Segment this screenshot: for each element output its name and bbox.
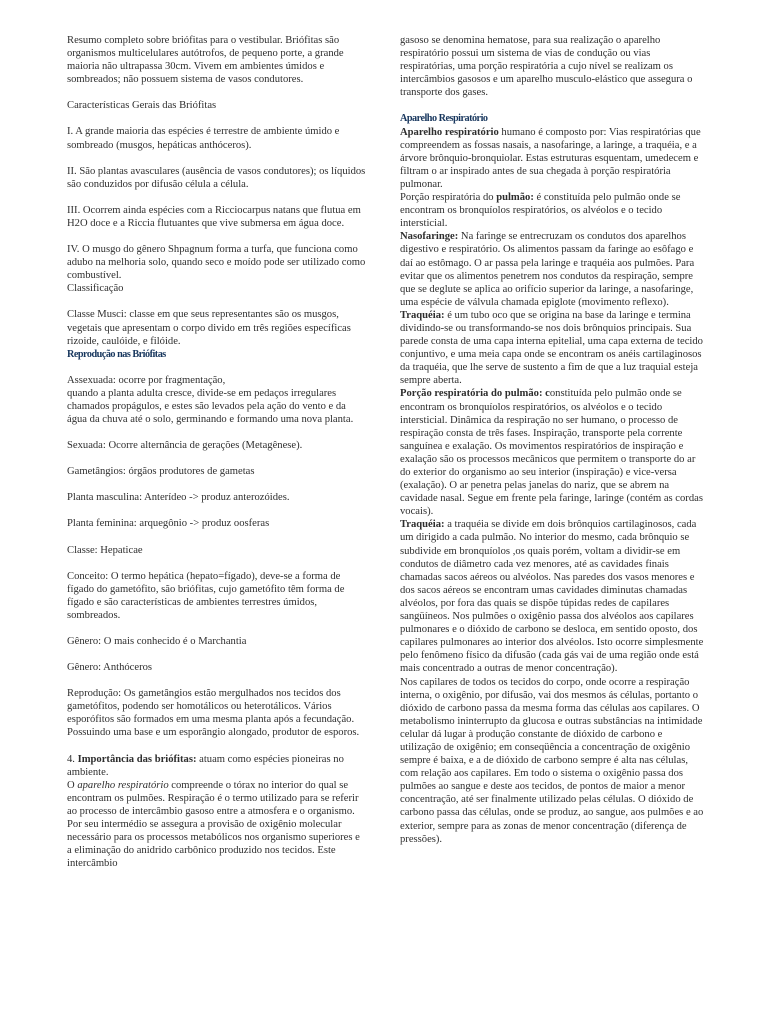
importancia-paragraph	[67, 753, 367, 779]
porcao-paragraph	[400, 191, 706, 230]
aparelho-label: Aparelho respiratório	[400, 126, 499, 138]
nasofaringe-label: Nasofaringe:	[400, 231, 459, 243]
assexuada-paragraph: Assexuada: ocorre por fragmentação, quando a planta adulta cresce, divide-se em pedaços irregulares chamados propágulos, e estes são levados pela ação do vento e da água da chuva até o solo, germinando e formando uma nova planta.	[67, 374, 354, 426]
list-item: I. A grande maioria das espécies é terrestre de ambiente úmido e sombreado (musgos, hepáticas anthóceros).	[67, 126, 340, 151]
planta-feminina-paragraph: Planta feminina: arquegônio -> produz oosferas	[67, 518, 270, 530]
nasofaringe-paragraph	[400, 230, 706, 309]
list-item: II. São plantas avasculares (ausência de vasos condutores); os líquidos são conduzidos por difusão célula a célula.	[67, 165, 366, 190]
left-column	[67, 34, 367, 870]
conceito-paragraph: Conceito: O termo hepática (hepato=fígado), deve-se a forma de fígado do gametófito, são briófitas, cujo gametófito têm forma de fígado e são características de ambientes terrestres úmidos, sombreados.	[67, 570, 345, 621]
gametangios-paragraph: Gametângios: órgãos produtores de gametas	[67, 466, 255, 478]
aparelho-intro-paragraph	[67, 779, 367, 871]
traqueia-bronquios-paragraph	[400, 518, 706, 675]
sexuada-paragraph: Sexuada: Ocorre alternância de gerações (Metagênese).	[67, 440, 303, 452]
reproducao-paragraph: Reprodução: Os gametângios estão mergulhados nos tecidos dos gametófitos, podendo ser homotálicos ou heterotálicos. Vários esporófitos são formados em uma mesma planta após a fecundação. Possuindo uma base e um esporângio alongado, produtor de esporos.	[67, 688, 360, 739]
importancia-label: Importância das briófitas:	[77, 753, 197, 765]
importancia-number: 4.	[67, 753, 78, 765]
porcao-label: pulmão:	[496, 192, 534, 204]
aparelho-intro-text: compreende o tórax no interior do qual se encontram os pulmões. Respiração é o termo utilizado para se referir ao processo de intercâmbio gasoso entre a atmosfera e o organismo. Por seu intermédio se assegura a provisão de oxigênio molecular necessário para os processos metabólicos nos organismo superiores e a eliminação do anidrido carbônico produzido nos tecidos. Este intercâmbio	[67, 779, 360, 870]
heading-reproducao: Reprodução nas Briófitas	[67, 348, 166, 360]
aparelho-intro-prefix: O	[67, 779, 78, 791]
traqueia-bronquios-text: a traquéia se divide em dois brônquios cartilaginosos, cada um dirigido a cada pulmão. No interior do mesmo, cada brônquio se subdivide em bronquíolos ,os quais porém, voltam a dividir-se em condutos de diâmetro cada vez menores, até as cavidades finais chamadas sacos aéreos ou alvéolos. Nas paredes dos vasos menores e dos sacos aéreos se encontram umas cavidades diminutas chamadas alvéolos, por fora das quais se dispõe túpidas redes de capilares sangüíneos. Nos pulmões o oxigênio passa dos alvéolos aos capilares pulmonares e o dióxido de carbono se desloca, em sentido oposto, dos capilares pulmonares ao interior dos alvéolos. Isto ocorre simplesmente pelo fenômeno físico da difusão (cada gás vai de uma região onde está mais concentrado a outras de menor concentração).	[400, 519, 704, 675]
porcao-prefix: Porção respiratória do	[400, 192, 497, 204]
heading-aparelho-respiratorio: Aparelho Respiratório	[400, 113, 488, 125]
porcao-pulmao-text: onstituída pelo pulmão onde se encontram os bronquíolos respiratórios, os alvéolos e o tecido intersticial. Dinâmica da respiração no ser humano, o processo de respiração consta de três fases. Inspiração, transporte pela corrente sanguínea e exalação. Os movimentos respiratórios de inspiração e exalação são os processos mecânicos que permitem o transporte do ar do exterior do organismo ao seu interior (inspiração) e vice-versa (exalação). O ar penetra pelas janelas do nariz, que se abrem na cavidade nasal. Segue em frente pela faringe, laringe (contém as cordas vocais).	[400, 388, 703, 518]
importancia-text: atuam como espécies pioneiras no ambiente.	[67, 753, 344, 778]
section-title-classificacao: Classificação	[67, 283, 124, 295]
traqueia-bronquios-label: Traquéia:	[400, 519, 445, 531]
classe-musci-paragraph: Classe Musci: classe em que seus representantes são os musgos, vegetais que apresentam o corpo divido em três regiões específicas rizoide, caulóide, e filóide.	[67, 309, 351, 347]
planta-masculina-paragraph: Planta masculina: Anterídeo -> produz anterozóides.	[67, 492, 290, 504]
capilares-paragraph: Nos capilares de todos os tecidos do corpo, onde ocorre a respiração interna, o oxigênio, por difusão, vai dos mesmos ás células, portanto o dióxido de carbono passa da mesma forma das células aos capilares. O metabolismo ininterrupto da glucosa e outras substâncias na intimidade celular dá lugar à produção constante de dióxido de carbono e utilização de oxigênio; em conseqüência a concentração de oxigênio sempre é baixa, e a de dióxido de carbono sempre é alta nas células, com relação aos capilares. Em todo o sistema o oxigênio passa dos pulmões ao sangue e deste aos tecidos, de pontos de maior a menor concentração, até ser finalmente utilizado pelas células. O dióxido de carbono passa das células, onde se produz, ao sangue, aos pulmões e ao exterior, sempre para as zonas de menor concentração (diferença de pressões).	[400, 676, 704, 845]
porcao-pulmao-label: Porção respiratória do pulmão: c	[400, 388, 550, 400]
traqueia-label: Traquéia:	[400, 309, 445, 321]
list-item: III. Ocorrem ainda espécies com a Ricciocarpus natans que flutua em H2O doce e a Riccia flutuantes que vive submersa em água doce.	[67, 204, 361, 229]
intro-paragraph: Resumo completo sobre briófitas para o vestibular. Briófitas são organismos multicelulares autótrofos, de pequeno porte, a grande maioria não ultrapassa 30cm. Vivem em ambientes úmidos e sombreados; não possuem sistema de vasos condutores.	[67, 35, 344, 86]
traqueia-paragraph	[400, 309, 706, 388]
aparelho-text: humano é composto por: Vias respiratórias que compreendem as fossas nasais, a nasofaringe, a laringe, a traquéia, e a árvore brônquio-bronquiolar. Estas estruturas esquentam, umedecem e filtram o ar inspirado antes de sua chegada à porção respiratória pulmonar.	[400, 126, 701, 190]
aparelho-paragraph	[400, 126, 706, 191]
genero-marchantia-paragraph: Gênero: O mais conhecido é o Marchantia	[67, 636, 247, 647]
porcao-pulmao-paragraph	[400, 387, 706, 518]
section-title-caracteristicas: Características Gerais das Briófitas	[67, 100, 217, 112]
traqueia-text: é um tubo oco que se origina na base da laringe e termina dividindo-se ou transformando-se nos dois brônquios principais. Sua parede consta de uma capa interna epitelial, uma capa externa de tecido conjuntivo, e uma meia capa onde se encontram os anéis cartilaginosos da traquéia, que lhe serve de sustento a fim de que a luz traquial esteja sempre aberta.	[400, 309, 703, 387]
genero-anthoceros-paragraph: Gênero: Anthóceros	[67, 662, 153, 674]
right-column	[400, 34, 706, 846]
continuation-paragraph: gasoso se denomina hematose, para sua realização o aparelho respiratório possui um sistema de vias de condução ou vias respiratórias, uma porção respiratória a cujo nível se realizam os intercâmbios gasosos e um aparelho musculo-elástico que assegura o transporte dos gases.	[400, 35, 693, 99]
nasofaringe-text: Na faringe se entrecruzam os condutos dos aparelhos digestivo e respiratório. Os alimentos passam da faringe ao esôfago e daí ao estômago. O ar passa pela laringe e traquéia aos pulmões. Para evitar que os alimentos penetrem nos condutos da respiração, sempre que se deglute se aplica ao orifício superior da laringe, a nasofaringe, uma espécie de válvula chamada epiglote (movimento reflexo).	[400, 231, 695, 308]
list-item: IV. O musgo do gênero Shpagnum forma a turfa, que funciona como adubo na melhoria solo, quando seco e moído pode ser utilizado como combustível.	[67, 244, 366, 282]
classe-hepaticae-paragraph: Classe: Hepaticae	[67, 544, 143, 556]
aparelho-intro-term: aparelho respiratório	[77, 779, 169, 791]
porcao-text: é constituída pelo pulmão onde se encontram os bronquíolos respiratórios, os alvéolos e o tecido intersticial.	[400, 192, 681, 230]
